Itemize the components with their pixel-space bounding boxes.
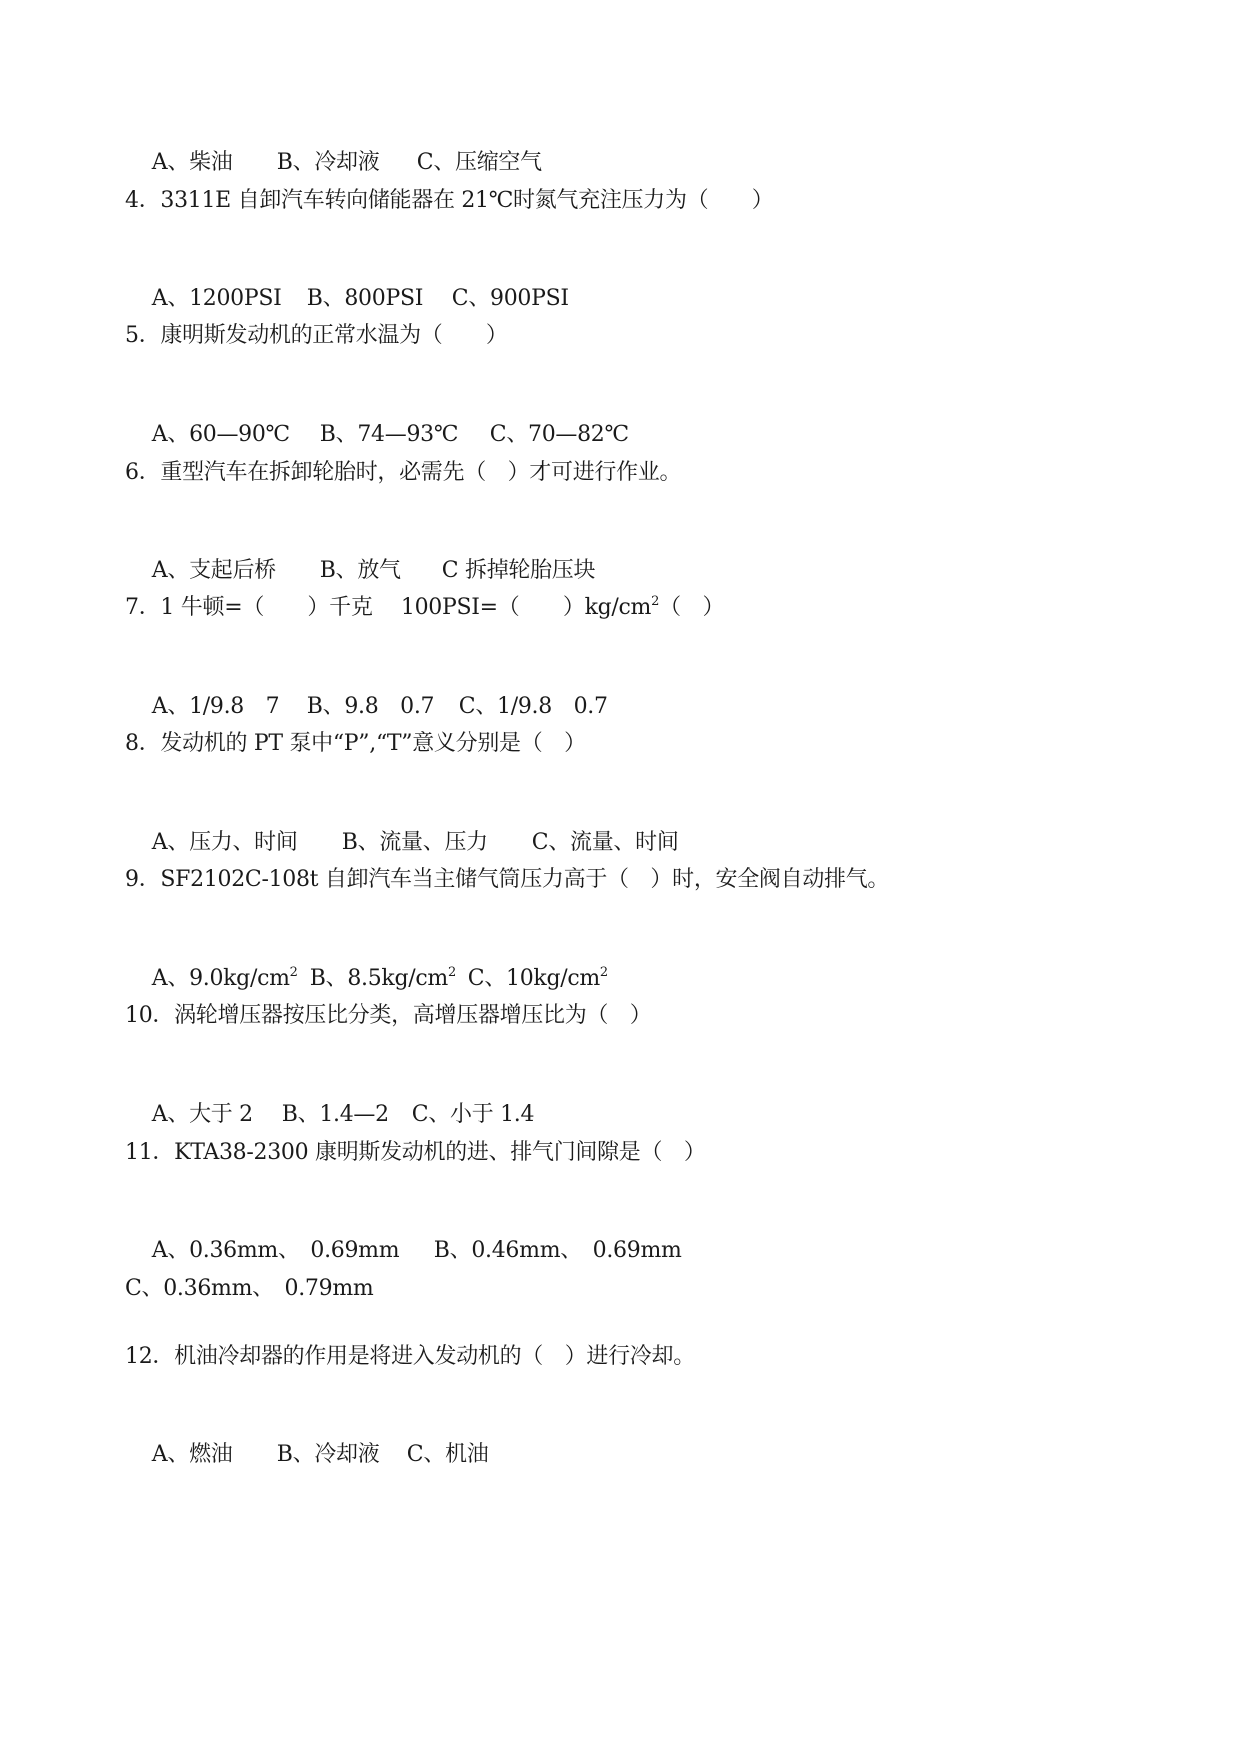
question-7-text: 7．1 牛顿=（ ）千克 100PSI=（ ）kg/cm <box>125 595 652 620</box>
option-c-line: C、0.36mm、 0.79mm <box>125 1276 374 1301</box>
option-b: B、74—93℃ <box>319 422 459 447</box>
option-b <box>310 964 468 994</box>
superscript: 2 <box>599 965 608 980</box>
superscript: 2 <box>447 965 456 980</box>
question-11: 11．KTA38-2300 康明斯发动机的进、排气门间隙是（ ） <box>125 1140 706 1165</box>
option-a: A、60—90℃ <box>151 422 290 447</box>
option-b-text: B、8.5kg/cm <box>309 966 448 991</box>
option-c: C、机油 <box>406 1442 489 1467</box>
option-a: A、大于 2 <box>151 1102 253 1127</box>
option-b: B、9.8 0.7 <box>306 694 435 719</box>
options-line <box>125 1410 488 1500</box>
question-12: 12．机油冷却器的作用是将进入发动机的（ ）进行冷却。 <box>125 1344 695 1369</box>
option-c: C、900PSI <box>451 286 569 311</box>
option-b: B、冷却液 <box>276 150 380 175</box>
option-c: C、压缩空气 <box>416 150 542 175</box>
option-a: A、0.36mm、 0.69mm <box>151 1238 400 1263</box>
option-b: B、0.46mm、 0.69mm <box>433 1238 682 1263</box>
question-7 <box>125 593 724 623</box>
option-c: C 拆掉轮胎压块 <box>441 558 596 583</box>
superscript: 2 <box>289 965 298 980</box>
option-a: A、1/9.8 7 <box>151 694 280 719</box>
option-c: C、流量、时间 <box>531 830 679 855</box>
option-a <box>152 964 310 994</box>
superscript: 2 <box>651 594 660 609</box>
question-6: 6．重型汽车在拆卸轮胎时，必需先（ ）才可进行作业。 <box>125 460 682 485</box>
option-c-text: C、10kg/cm <box>467 966 600 991</box>
option-c <box>468 964 608 994</box>
option-b: B、放气 <box>319 558 401 583</box>
option-c: C、1/9.8 0.7 <box>458 694 608 719</box>
question-5: 5．康明斯发动机的正常水温为（ ） <box>125 323 508 348</box>
option-b: B、800PSI <box>306 286 424 311</box>
question-8: 8．发动机的 PT 泵中“P”,“T”意义分别是（ ） <box>125 731 586 756</box>
question-10: 10．涡轮增压器按压比分类，高增压器增压比为（ ） <box>125 1003 652 1028</box>
option-a: A、压力、时间 <box>151 830 298 855</box>
question-9: 9．SF2102C-108t 自卸汽车当主储气筒压力高于（ ）时，安全阀自动排气。 <box>125 867 890 892</box>
question-7-tail: （ ） <box>659 595 725 620</box>
option-b: B、流量、压力 <box>341 830 488 855</box>
option-a: A、1200PSI <box>151 286 282 311</box>
option-a: A、柴油 <box>151 150 233 175</box>
option-c: C、小于 1.4 <box>411 1102 535 1127</box>
option-b: B、冷却液 <box>276 1442 380 1467</box>
option-b: B、1.4—2 <box>281 1102 389 1127</box>
option-a-text: A、9.0kg/cm <box>151 966 290 991</box>
option-a: A、支起后桥 <box>151 558 276 583</box>
option-a: A、燃油 <box>151 1442 233 1467</box>
option-c: C、70—82℃ <box>489 422 629 447</box>
question-4: 4．3311E 自卸汽车转向储能器在 21℃时氮气充注压力为（ ） <box>125 188 774 213</box>
